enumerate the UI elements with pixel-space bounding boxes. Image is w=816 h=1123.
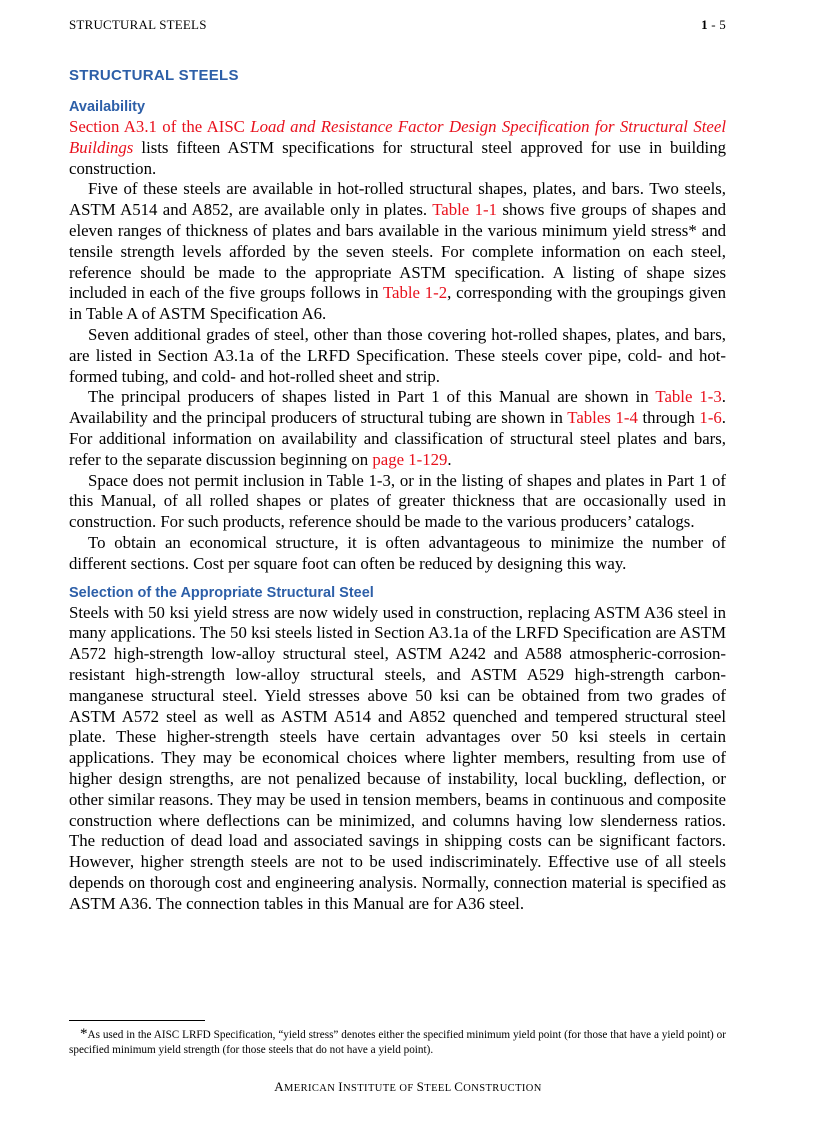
footer-initial: I bbox=[338, 1079, 344, 1094]
table-1-6-link[interactable]: 1-6 bbox=[699, 408, 722, 428]
paragraph-text: through bbox=[637, 408, 700, 428]
footer-word: ONSTRUCTION bbox=[463, 1083, 542, 1094]
footer-word: NSTITUTE OF bbox=[343, 1083, 417, 1094]
section-a3-1-link[interactable]: Section A3.1 of the AISC bbox=[69, 117, 251, 136]
lrfd-specification-link[interactable]: Load and Resistance Factor Design Specification for Structural Steel Buildings bbox=[69, 117, 726, 157]
footnote-divider bbox=[69, 1020, 205, 1021]
paragraph-text: lists fifteen ASTM specifications for structural steel approved for use in building construction. bbox=[69, 137, 726, 178]
paragraph-text: . bbox=[447, 449, 452, 469]
table-1-3-link[interactable]: Table 1-3 bbox=[655, 387, 722, 407]
paragraph-text: The principal producers of shapes listed in Part 1 of this Manual are shown in bbox=[88, 387, 656, 407]
footer-initial: C bbox=[454, 1079, 464, 1094]
paragraph-text: , corresponding with the groupings given in Table A of ASTM Specification A6. bbox=[69, 283, 726, 324]
selection-paragraph: Steels with 50 ksi yield stress are now widely used in construction, replacing ASTM A36 steel in many applications. The 50 ksi steels listed in Section A3.1a of the LRFD Specification are ASTM A572 high-strength low-alloy structural steel, ASTM A242 and A588 atmospheric-corrosion-resistant high-strength low-alloy structural steels, and ASTM A529 high-strength carbon-manganese structural steel. Yield stresses above 50 ksi can be obtained from two grades of ASTM A572 steel as well as ASTM A514 and A852 quenched and tempered structural steel plate. These higher-strength steels have certain advantages over 50 ksi steels in certain applications. They may be economical choices where lighter members, resulting from use of higher design strengths, are not penalized because of instability, local buckling, deflection, or other similar reasons. They may be used in tension members, beams in continuous and composite construction where deflections can be minimized, and columns having low slenderness ratios. The reduction of dead load and associated savings in shipping costs can be significant factors. However, higher strength steels are not to be used indiscriminately. Effective use of all steels depends on thorough cost and engineering analysis. Normally, connection material is specified as ASTM A36. The connection tables in this Manual are for A36 steel. bbox=[69, 602, 726, 913]
paragraph-text: Five of these steels are available in hot-rolled structural shapes, plates, and bars. Two steels, ASTM A514 and A852, are available only in plates. bbox=[69, 179, 726, 220]
page-1-129-link[interactable]: page 1-129 bbox=[372, 449, 448, 469]
page-separator: - bbox=[707, 17, 720, 32]
publisher-footer bbox=[0, 1079, 816, 1095]
footnote-mark: * bbox=[80, 1026, 88, 1042]
selection-heading: Selection of the Appropriate Structural Steel bbox=[69, 584, 374, 601]
chapter-number: 1 bbox=[701, 17, 708, 32]
availability-paragraph-6: To obtain an economical structure, it is often advantageous to minimize the number of different sections. Cost per square foot can often be reduced by designing this way. bbox=[69, 532, 726, 573]
availability-paragraph-5: Space does not permit inclusion in Table 1-3, or in the listing of shapes and plates in Part 1 of this Manual, of all rolled shapes or plates of greater thickness that are occasionally used in construction. For such products, reference should be made to the various producers’ catalogs. bbox=[69, 470, 726, 532]
availability-paragraph-2 bbox=[69, 179, 726, 325]
footnote-text: As used in the AISC LRFD Specification, “yield stress” denotes either the specified minimum yield point (for those that have a yield point) or specified minimum yield strength (for those steels that do not have a yield point). bbox=[69, 1029, 726, 1056]
page-index: 5 bbox=[719, 17, 726, 32]
availability-paragraph-1 bbox=[69, 117, 726, 179]
page-body bbox=[69, 66, 726, 914]
paragraph-text: . Availability and the principal producers of structural tubing are shown in bbox=[69, 387, 726, 428]
footer-word: MERICAN bbox=[284, 1083, 339, 1094]
footnote bbox=[69, 1027, 726, 1058]
section-title: STRUCTURAL STEELS bbox=[69, 67, 239, 84]
availability-paragraph-4 bbox=[69, 387, 726, 470]
paragraph-text: shows five groups of shapes and eleven ranges of thickness of plates and bars available in the various minimum yield stress* and tensile strength levels afforded by the seven steels. For complete information on each steel, reference should be made to the appropriate ASTM specification. A listing of shape sizes included in each of the five groups follows in bbox=[69, 200, 727, 303]
availability-paragraph-3: Seven additional grades of steel, other than those covering hot-rolled shapes, plates, and bars, are listed in Section A3.1a of the LRFD Specification. These steels cover pipe, cold- and hot-formed tubing, and cold- and hot-rolled sheet and strip. bbox=[69, 324, 726, 386]
footer-word: TEEL bbox=[424, 1083, 455, 1094]
availability-heading: Availability bbox=[69, 99, 146, 115]
footer-initial: A bbox=[274, 1079, 285, 1094]
tables-1-4-link[interactable]: Tables 1-4 bbox=[567, 408, 638, 428]
table-1-2-link[interactable]: Table 1-2 bbox=[382, 283, 448, 303]
paragraph-text: . For additional information on availability and classification of structural steel plates and bars, refer to the separate discussion beginning on bbox=[69, 408, 726, 469]
page-number bbox=[701, 17, 726, 33]
table-1-1-link[interactable]: Table 1-1 bbox=[432, 200, 498, 220]
running-title: STRUCTURAL STEELS bbox=[69, 17, 207, 32]
running-header bbox=[69, 17, 726, 33]
footer-initial: S bbox=[416, 1079, 425, 1094]
